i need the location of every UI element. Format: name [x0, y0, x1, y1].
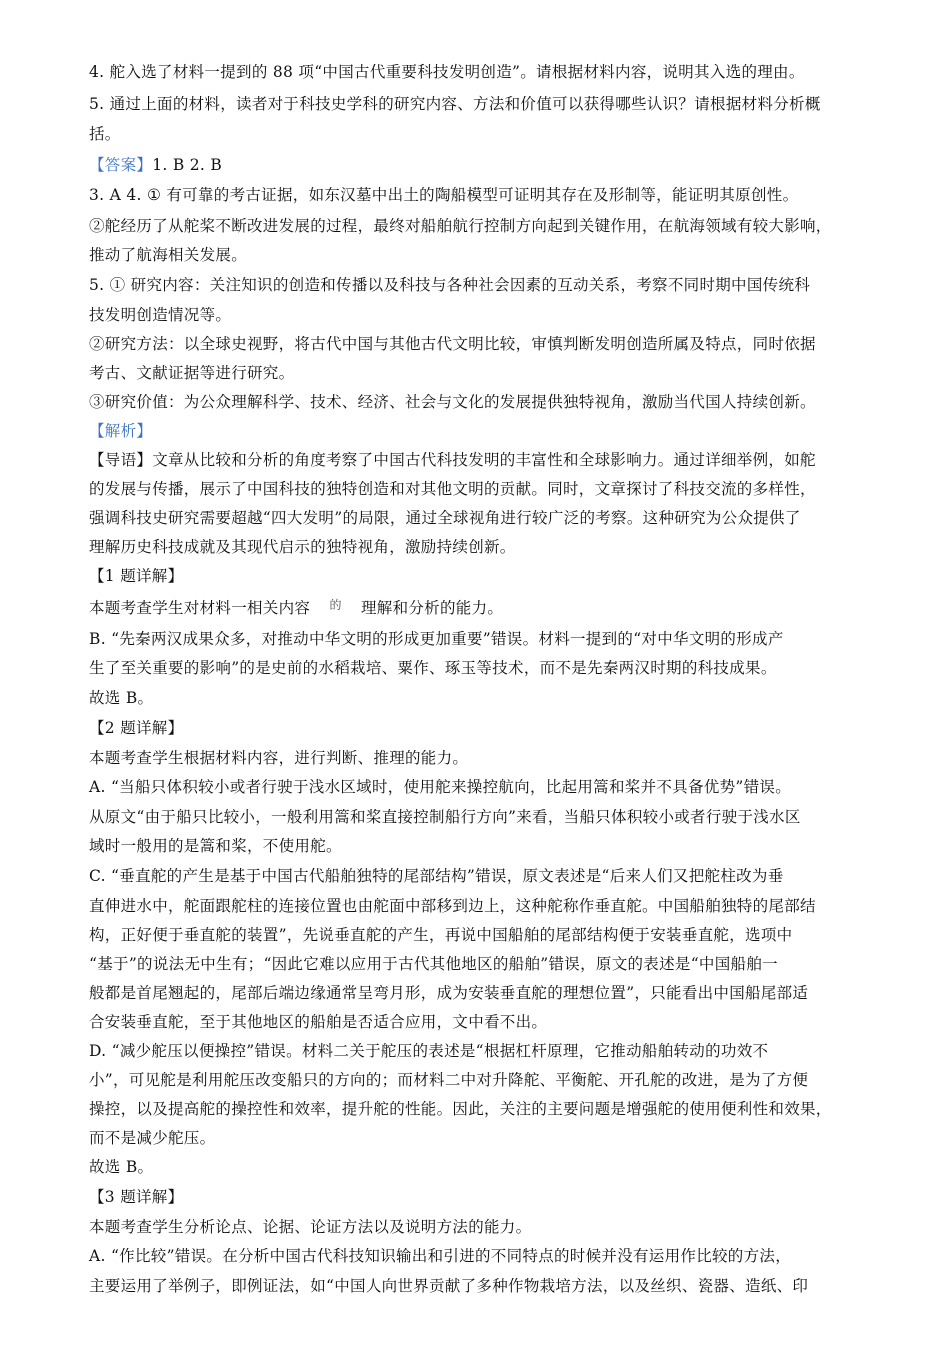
- answer-1-2: 1. B 2. B: [152, 156, 223, 174]
- intro-text: 【导语】文章从比较和分析的角度考察了中国古代科技发明的丰富性和全球影响力。通过详细举例，如舵: [89, 451, 816, 469]
- q2-option-c-cont: “基于”的说法无中生有；“因此它难以应用于古代其他地区的船舶”错误，原文的表述是“中国船舶一: [89, 955, 778, 973]
- q2-detail-heading: 【2 题详解】: [89, 719, 184, 737]
- q1-option-b-cont: 生了至关重要的影响”的是史前的水稻栽培、粟作、琢玉等技术，而不是先秦两汉时期的科技成果。: [89, 659, 777, 677]
- answer-5-point-3: ③研究价值：为公众理解科学、技术、经济、社会与文化的发展提供独特视角，激励当代国人持续创新。: [89, 393, 816, 411]
- answer-line: [89, 155, 222, 175]
- intro-text: 强调科技史研究需要超越“四大发明”的局限，通过全球视角进行较广泛的考察。这种研究为公众提供了: [89, 509, 801, 527]
- q1-intro-part-b: 理解和分析的能力。: [360, 599, 504, 617]
- q2-option-c-cont: 构，正好便于垂直舵的装置”，先说垂直舵的产生，再说中国船舶的尾部结构便于安装垂直舵，选项中: [89, 926, 793, 944]
- q2-option-a-cont: 域时一般用的是篙和桨，不使用舵。: [89, 837, 342, 855]
- question-5-text-cont: 括。: [89, 125, 121, 143]
- answer-label: 【答案】: [89, 156, 153, 174]
- q2-option-d: D. “减少舵压以便操控”错误。材料二关于舵压的表述是“根据杠杆原理，它推动船舶转动的功效不: [89, 1042, 769, 1060]
- answer-4-point-2-cont: 推动了航海相关发展。: [89, 246, 248, 264]
- answer-4-point-2: ②舵经历了从舵桨不断改进发展的过程，最终对船舶航行控制方向起到关键作用，在航海领域有较大影响，: [89, 217, 832, 235]
- answer-5-point-2-cont: 考古、文献证据等进行研究。: [89, 364, 295, 382]
- answer-5-point-2: ②研究方法：以全球史视野，将古代中国与其他古代文明比较，审慎判断发明创造所属及特点，同时依据: [89, 335, 816, 353]
- q2-option-c-cont: 直伸进水中，舵面跟舵柱的连接位置也由舵面中部移到边上，这种舵称作垂直舵。中国船舶独特的尾部结: [89, 897, 816, 915]
- q2-option-a: A. “当船只体积较小或者行驶于浅水区域时，使用舵来操控航向，比起用篙和桨并不具备优势”错误。: [89, 778, 791, 796]
- answer-5-point-1-cont: 技发明创造情况等。: [89, 306, 232, 324]
- q1-detail-heading: 【1 题详解】: [89, 567, 184, 585]
- q1-option-b: B. “先秦两汉成果众多，对推动中华文明的形成更加重要”错误。材料一提到的“对中华文明的形成产: [89, 630, 784, 648]
- q1-conclusion: 故选 B。: [89, 689, 154, 707]
- q2-conclusion: 故选 B。: [89, 1158, 154, 1176]
- q2-option-d-cont: 操控，以及提高舵的操控性和效率，提升舵的性能。因此，关注的主要问题是增强舵的使用便利性和效果，: [89, 1100, 832, 1118]
- q2-option-c-cont: 合安装垂直舵，至于其他地区的船舶是否适合应用，文中看不出。: [89, 1013, 548, 1031]
- q1-intro-small-char: 的: [329, 598, 342, 612]
- q2-option-c-cont: 般都是首尾翘起的，尾部后端边缘通常呈弯月形，成为安装垂直舵的理想位置”，只能看出中国船尾部适: [89, 984, 809, 1002]
- intro-text: 理解历史科技成就及其现代启示的独特视角，激励持续创新。: [89, 538, 516, 556]
- q1-intro-part-a: 本题考查学生对材料一相关内容: [89, 599, 311, 617]
- intro-text: 的发展与传播，展示了中国科技的独特创造和对其他文明的贡献。同时，文章探讨了科技交流的多样性，: [89, 480, 816, 498]
- q2-option-a-cont: 从原文“由于船只比较小，一般利用篙和桨直接控制船行方向”来看，当船只体积较小或者行驶于浅水区: [89, 808, 801, 826]
- q3-option-a: A. “作比较”错误。在分析中国古代科技知识输出和引进的不同特点的时候并没有运用作比较的方法，: [89, 1247, 791, 1265]
- q1-detail-intro: [89, 598, 503, 619]
- q2-detail-intro: 本题考查学生根据材料内容，进行判断、推理的能力。: [89, 749, 469, 767]
- answer-5-point-1: 5. ① 研究内容：关注知识的创造和传播以及科技与各种社会因素的互动关系，考察不同时期中国传统科: [89, 276, 811, 294]
- q3-detail-intro: 本题考查学生分析论点、论据、论证方法以及说明方法的能力。: [89, 1218, 532, 1236]
- q3-detail-heading: 【3 题详解】: [89, 1188, 184, 1206]
- answer-3-4: 3. A 4. ① 有可靠的考古证据，如东汉墓中出土的陶船模型可证明其存在及形制等，能证明其原创性。: [89, 186, 799, 204]
- q3-option-a-cont: 主要运用了举例子，即例证法，如“中国人向世界贡献了多种作物栽培方法，以及丝织、瓷器、造纸、印: [89, 1277, 809, 1295]
- question-4-text: 4. 舵入选了材料一提到的 88 项“中国古代重要科技发明创造”。请根据材料内容，说明其入选的理由。: [89, 63, 805, 81]
- analysis-label: 【解析】: [89, 422, 153, 440]
- q2-option-d-cont: 小”，可见舵是利用舵压改变船只的方向的；而材料二中对升降舵、平衡舵、开孔舵的改进，是为了方便: [89, 1071, 809, 1089]
- q2-option-d-cont: 而不是减少舵压。: [89, 1129, 216, 1147]
- q2-option-c: C. “垂直舵的产生是基于中国古代船舶独特的尾部结构”错误，原文表述是“后来人们又把舵柱改为垂: [89, 867, 784, 885]
- question-5-text: 5. 通过上面的材料，读者对于科技史学科的研究内容、方法和价值可以获得哪些认识？请根据材料分析概: [89, 95, 821, 113]
